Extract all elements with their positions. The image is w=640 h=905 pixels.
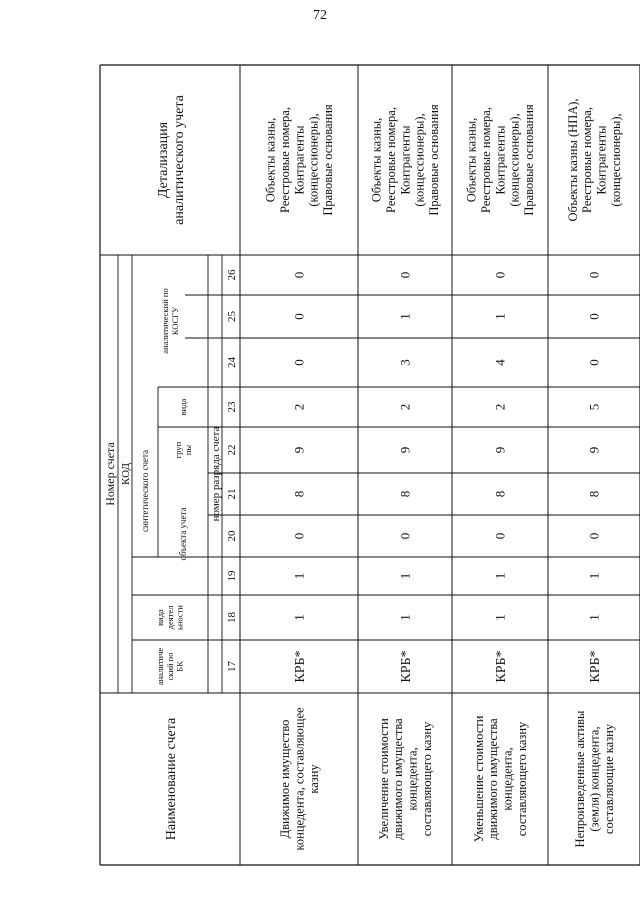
row-2-cell-20-line: 0: [492, 532, 508, 540]
row-2-name-line: составляющего казну: [514, 721, 529, 837]
row-1-cell-17-line: КРБ*: [398, 650, 414, 683]
row-0-name-line: Движимое имущество: [278, 719, 292, 839]
row-3-cell-24-line: 0: [586, 359, 602, 366]
row-3-detail-line: Реестровые номера,: [580, 107, 595, 213]
table-text: [103, 94, 623, 850]
row-1-cell-23: [398, 404, 413, 411]
digit-label-22-line: 22: [225, 444, 238, 456]
row-0-detail-line: Правовые основания: [321, 104, 336, 216]
row-1-cell-19-line: 1: [397, 572, 413, 580]
row-1-detail-line: Контрагенты: [398, 125, 413, 195]
digit-label-24: [226, 357, 238, 369]
row-0-cell-25-line: 0: [291, 313, 307, 320]
header-name-col-line: Наименование счета: [163, 717, 179, 841]
row-0-cell-17: [293, 650, 308, 682]
header-analytic-bk: [155, 648, 185, 685]
row-3-cell-25: [587, 313, 602, 320]
header-account-number-line: Номер счета: [103, 442, 118, 506]
row-3-cell-17: [588, 650, 603, 682]
header-activity-type-line: вида: [155, 609, 166, 626]
row-3-detail-line: Объекты казны (НПА),: [565, 98, 580, 222]
row-1-name-line: Увеличение стоимости: [376, 718, 391, 840]
digit-label-20: [226, 530, 238, 542]
row-3-cell-22-line: 9: [586, 446, 602, 454]
row-3-name-line: Непроизведенные активы: [573, 710, 587, 848]
row-0-name-line: концедента, составляющее: [292, 707, 307, 851]
row-0-cell-20-line: 0: [291, 532, 307, 540]
row-0-cell-24: [292, 359, 307, 366]
header-digit-number-line: номер разряда счета: [209, 426, 222, 522]
row-3-cell-23-line: 5: [586, 403, 602, 411]
row-2-cell-23-line: 2: [492, 403, 508, 411]
header-analytic-kosgu-line: аналитический по: [160, 288, 171, 354]
row-0-cell-21-line: 8: [291, 490, 307, 498]
row-1-detail-line: Правовые основания: [427, 104, 442, 216]
header-analytic-kosgu: [160, 288, 180, 353]
row-1-cell-22: [398, 447, 413, 454]
digit-label-17: [226, 661, 238, 673]
row-0-cell-19-line: 1: [291, 572, 307, 580]
row-1-detail: [370, 104, 442, 216]
header-group-line: груп: [173, 441, 184, 459]
header-detail-col: [156, 94, 187, 224]
row-0-cell-19: [292, 573, 307, 580]
row-0-cell-26: [292, 272, 307, 279]
header-analytic-bk-line: ский по: [165, 652, 175, 681]
digit-label-24-line: 24: [225, 357, 238, 368]
header-synthetic-line: синтетического счета: [140, 449, 151, 533]
row-3-cell-23: [587, 404, 602, 411]
digit-label-26-line: 26: [225, 269, 238, 281]
row-0-cell-22: [292, 447, 307, 454]
row-3-cell-17-line: КРБ*: [587, 650, 603, 683]
row-2-cell-17-line: КРБ*: [493, 650, 509, 683]
row-2-cell-24-line: 4: [492, 359, 508, 366]
row-0-detail: [264, 104, 336, 216]
row-2-cell-17: [494, 650, 509, 682]
row-1-cell-24: [398, 359, 413, 366]
digit-label-26: [226, 269, 238, 281]
row-3-cell-26: [587, 272, 602, 279]
header-analytic-bk-line: БК: [174, 661, 185, 672]
row-1-cell-23-line: 2: [397, 403, 413, 411]
header-account-object-line: объекта учета: [178, 507, 189, 561]
row-1-cell-26-line: 0: [397, 271, 413, 279]
row-0-detail-line: Реестровые номера,: [278, 107, 292, 213]
row-1-cell-19: [398, 573, 413, 580]
row-0-cell-21: [292, 491, 307, 498]
row-3-name-line: (земля) концедента,: [587, 726, 602, 832]
row-2-detail-line: Правовые основания: [522, 104, 537, 216]
row-1-cell-18-line: 1: [397, 614, 413, 621]
row-3-cell-19: [587, 573, 602, 580]
row-0-cell-24-line: 0: [291, 359, 307, 366]
row-1-cell-25-line: 1: [397, 313, 413, 320]
row-0-name-line: казну: [306, 764, 321, 794]
row-2-detail: [465, 104, 536, 216]
row-3-cell-25-line: 0: [586, 313, 602, 320]
row-3-cell-21: [587, 491, 602, 498]
digit-label-18: [226, 612, 238, 624]
digit-label-25-line: 25: [225, 311, 238, 322]
header-activity-type-line: деятел: [165, 605, 175, 630]
row-1-cell-26: [398, 272, 413, 279]
row-1-detail-line: Реестровые номера,: [384, 107, 398, 213]
header-kind-line: вида: [178, 398, 188, 416]
row-2-cell-25-line: 1: [492, 313, 508, 320]
digit-label-18-line: 18: [225, 612, 238, 623]
header-group: [173, 441, 193, 458]
row-3-cell-20-line: 0: [586, 532, 602, 540]
row-2-name-line: движимого имущества: [486, 718, 501, 840]
digit-label-19: [226, 570, 238, 582]
row-0-detail-line: (концессионеры),: [306, 113, 321, 207]
row-0-cell-20: [292, 533, 307, 540]
row-2-cell-18-line: 1: [492, 614, 508, 621]
header-activity-type-line: ьности: [174, 605, 185, 630]
header-analytic-kosgu-line: КОСГУ: [169, 306, 180, 336]
header-account-object: [178, 507, 188, 560]
row-1-cell-21-line: 8: [397, 490, 413, 498]
header-detail-col-line: Детализация: [155, 121, 171, 199]
header-synthetic: [140, 450, 150, 532]
row-2-cell-22-line: 9: [492, 446, 508, 454]
row-3-cell-19-line: 1: [586, 572, 602, 580]
row-1-cell-18: [398, 614, 413, 621]
header-digit-number: [210, 427, 222, 522]
row-1-name: [377, 718, 434, 840]
row-2-cell-22: [493, 447, 508, 454]
row-1-detail-line: (концессионеры),: [412, 113, 427, 207]
page-number: 72: [313, 8, 327, 23]
row-3-cell-26-line: 0: [586, 271, 602, 279]
row-1-cell-21: [398, 491, 413, 498]
header-kind: [178, 398, 188, 415]
row-1-name-line: движимого имущества: [391, 718, 406, 840]
row-2-cell-24: [493, 359, 508, 366]
row-2-cell-21-line: 8: [492, 490, 508, 498]
header-account-number: [103, 442, 117, 506]
row-2-name-line: Уменьшение стоимости: [471, 715, 486, 843]
header-name-col: [164, 717, 179, 840]
row-3-detail-line: Контрагенты: [594, 125, 609, 195]
row-2-cell-18: [493, 614, 508, 621]
row-1-cell-24-line: 3: [397, 359, 413, 366]
digit-label-23-line: 23: [225, 401, 238, 413]
row-1-name-line: составляющего казну: [419, 721, 434, 837]
row-1-cell-20: [398, 533, 413, 540]
row-0-name: [278, 707, 321, 851]
row-2-detail-line: Контрагенты: [493, 125, 508, 195]
header-analytic-bk-line: аналитиче: [155, 647, 166, 686]
digit-label-25: [226, 311, 238, 323]
row-3-cell-20: [587, 533, 602, 540]
digit-label-23: [226, 401, 238, 413]
row-2-cell-19: [493, 573, 508, 580]
header-code: [120, 463, 132, 485]
row-1-cell-17: [399, 650, 414, 682]
row-2-cell-23: [493, 404, 508, 411]
row-1-name-line: концедента,: [405, 747, 420, 811]
row-0-cell-23-line: 2: [291, 403, 307, 411]
row-2-cell-21: [493, 491, 508, 498]
header-code-line: КОД: [119, 463, 132, 485]
row-1-detail-line: Объекты казны,: [369, 117, 384, 203]
row-3-cell-24: [587, 359, 602, 366]
digit-label-21-line: 21: [225, 488, 238, 500]
row-0-cell-26-line: 0: [291, 271, 307, 279]
row-2-cell-20: [493, 533, 508, 540]
row-3-cell-18: [587, 614, 602, 621]
row-2-cell-26: [493, 272, 508, 279]
row-0-cell-18: [292, 614, 307, 621]
row-1-cell-20-line: 0: [397, 532, 413, 540]
header-activity-type: [155, 605, 185, 630]
row-1-cell-25: [398, 313, 413, 320]
row-3-name-line: составляющие казну: [601, 723, 616, 835]
row-3-cell-21-line: 8: [586, 490, 602, 498]
row-2-name-line: концедента,: [500, 747, 515, 811]
row-0-cell-23: [292, 404, 307, 411]
digit-label-17-line: 17: [225, 661, 238, 672]
row-3-detail: [566, 98, 623, 221]
row-0-detail-line: Контрагенты: [292, 125, 307, 195]
row-3-cell-18-line: 1: [586, 614, 602, 621]
digit-label-21: [226, 489, 238, 500]
row-3-name: [573, 710, 616, 847]
row-3-detail-line: (концессионеры),: [608, 113, 623, 207]
row-2-cell-25: [493, 313, 508, 320]
row-2-detail-line: Реестровые номера,: [479, 107, 493, 213]
row-2-cell-26-line: 0: [492, 271, 508, 279]
header-group-line: пы: [182, 444, 193, 456]
digit-label-20-line: 20: [225, 530, 238, 542]
row-2-detail-line: Объекты казны,: [464, 117, 479, 203]
row-2-name: [472, 715, 529, 842]
digit-label-19-line: 19: [225, 570, 238, 582]
row-1-cell-22-line: 9: [397, 446, 413, 454]
row-0-cell-25: [292, 313, 307, 320]
row-0-detail-line: Объекты казны,: [263, 117, 278, 203]
row-2-cell-19-line: 1: [492, 572, 508, 580]
row-0-cell-17-line: КРБ*: [292, 650, 308, 683]
row-2-detail-line: (концессионеры),: [507, 113, 522, 207]
row-0-cell-18-line: 1: [291, 614, 307, 621]
row-3-cell-22: [587, 447, 602, 454]
header-detail-col-line: аналитического учета: [171, 95, 187, 225]
digit-label-22: [226, 445, 238, 456]
row-0-cell-22-line: 9: [291, 446, 307, 454]
